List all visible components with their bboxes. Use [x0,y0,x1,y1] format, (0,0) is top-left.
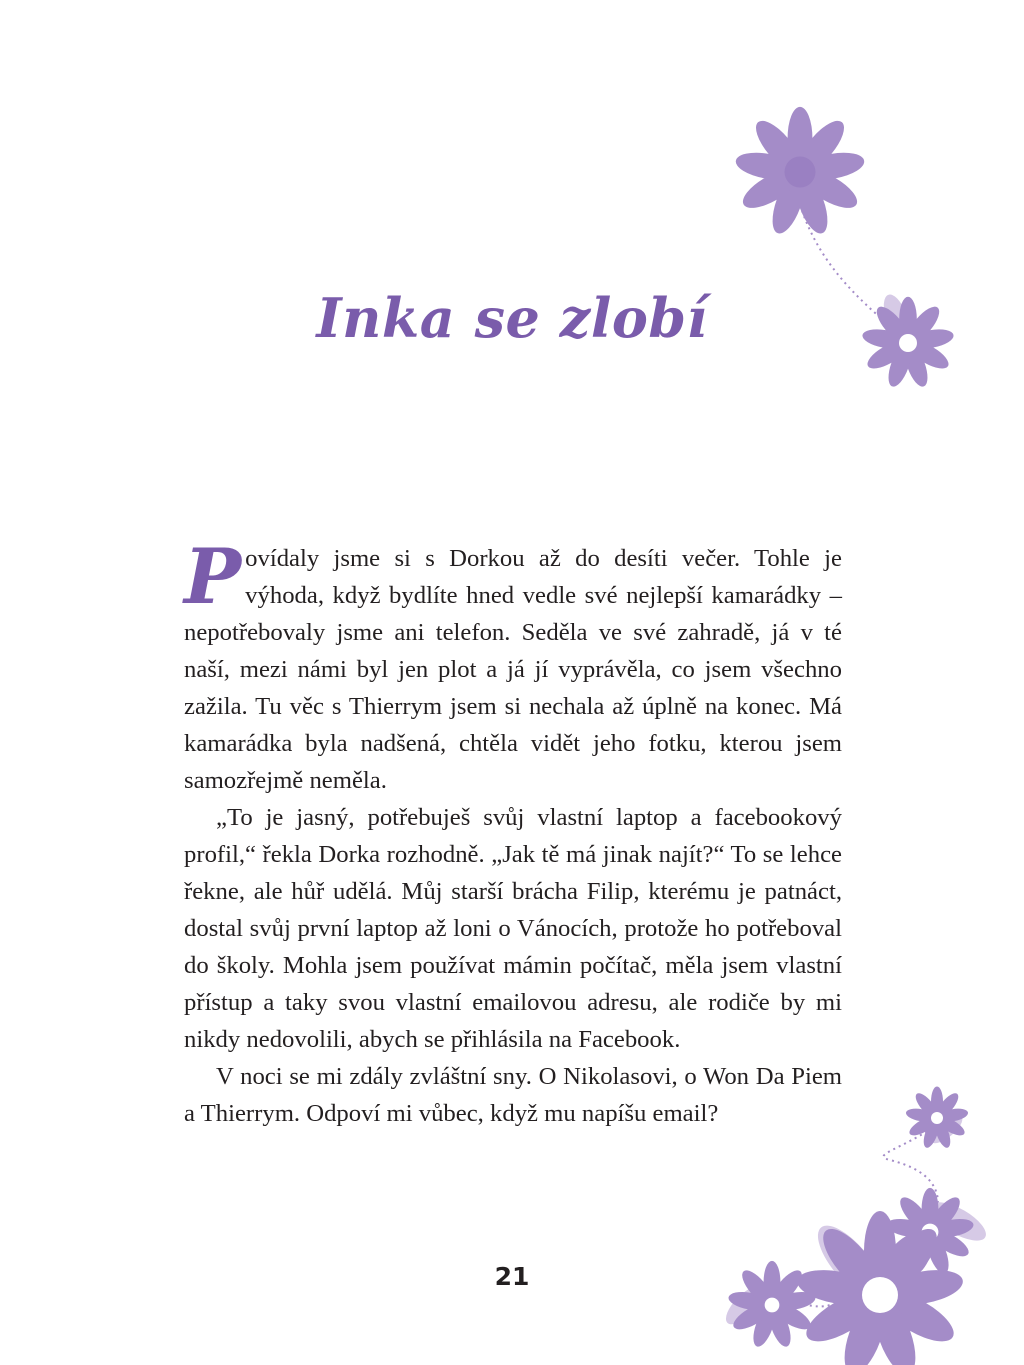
chapter-title: Inka se zlobí [316,286,708,350]
drop-cap: P [184,532,242,621]
paragraph-text: ovídaly jsme si s Dorkou až do desíti večer. Tohle je výhoda, když bydlíte hned vedle své nejlepší kamarádky – nepotřebovaly jsme ani telefon. Seděla ve své zahradě, já v té naší, mezi námi byl jen plot a já jí vyprávěla, co jsem všechno zažila. Tu věc s Thierrym jsem si nechala až úplně na konec. Má kamarádka byla nadšená, chtěla vidět jeho fotku, kterou jsem samozřejmě neměla. [184,545,842,794]
flower-icon [734,107,867,238]
paragraph [184,532,842,799]
paragraph: V noci se mi zdály zvláštní sny. O Nikolasovi, o Won Da Piem a Thierrym. Odpoví mi vůbec, když mu napíšu email? [184,1063,842,1127]
chapter-body [184,532,842,1132]
page-number: 21 [494,1262,530,1291]
paragraph: „To je jasný, potřebuješ svůj vlastní laptop a facebookový profil,“ řekla Dorka rozhodně. „Jak tě má jinak najít?“ To se lehce řekne, ale hůř udělá. Můj starší brácha Filip, kterému je patnáct, dostal svůj první laptop až loni o Vánocích, protože ho potřeboval do školy. Mohla jsem používat mámin počítač, měla jsem vlastní přístup a taky svou vlastní emailovou adresu, ale rodiče by mi nikdy nedovolili, abych se přihlásila na Facebook. [184,804,842,1053]
flower-icon [905,1087,969,1150]
